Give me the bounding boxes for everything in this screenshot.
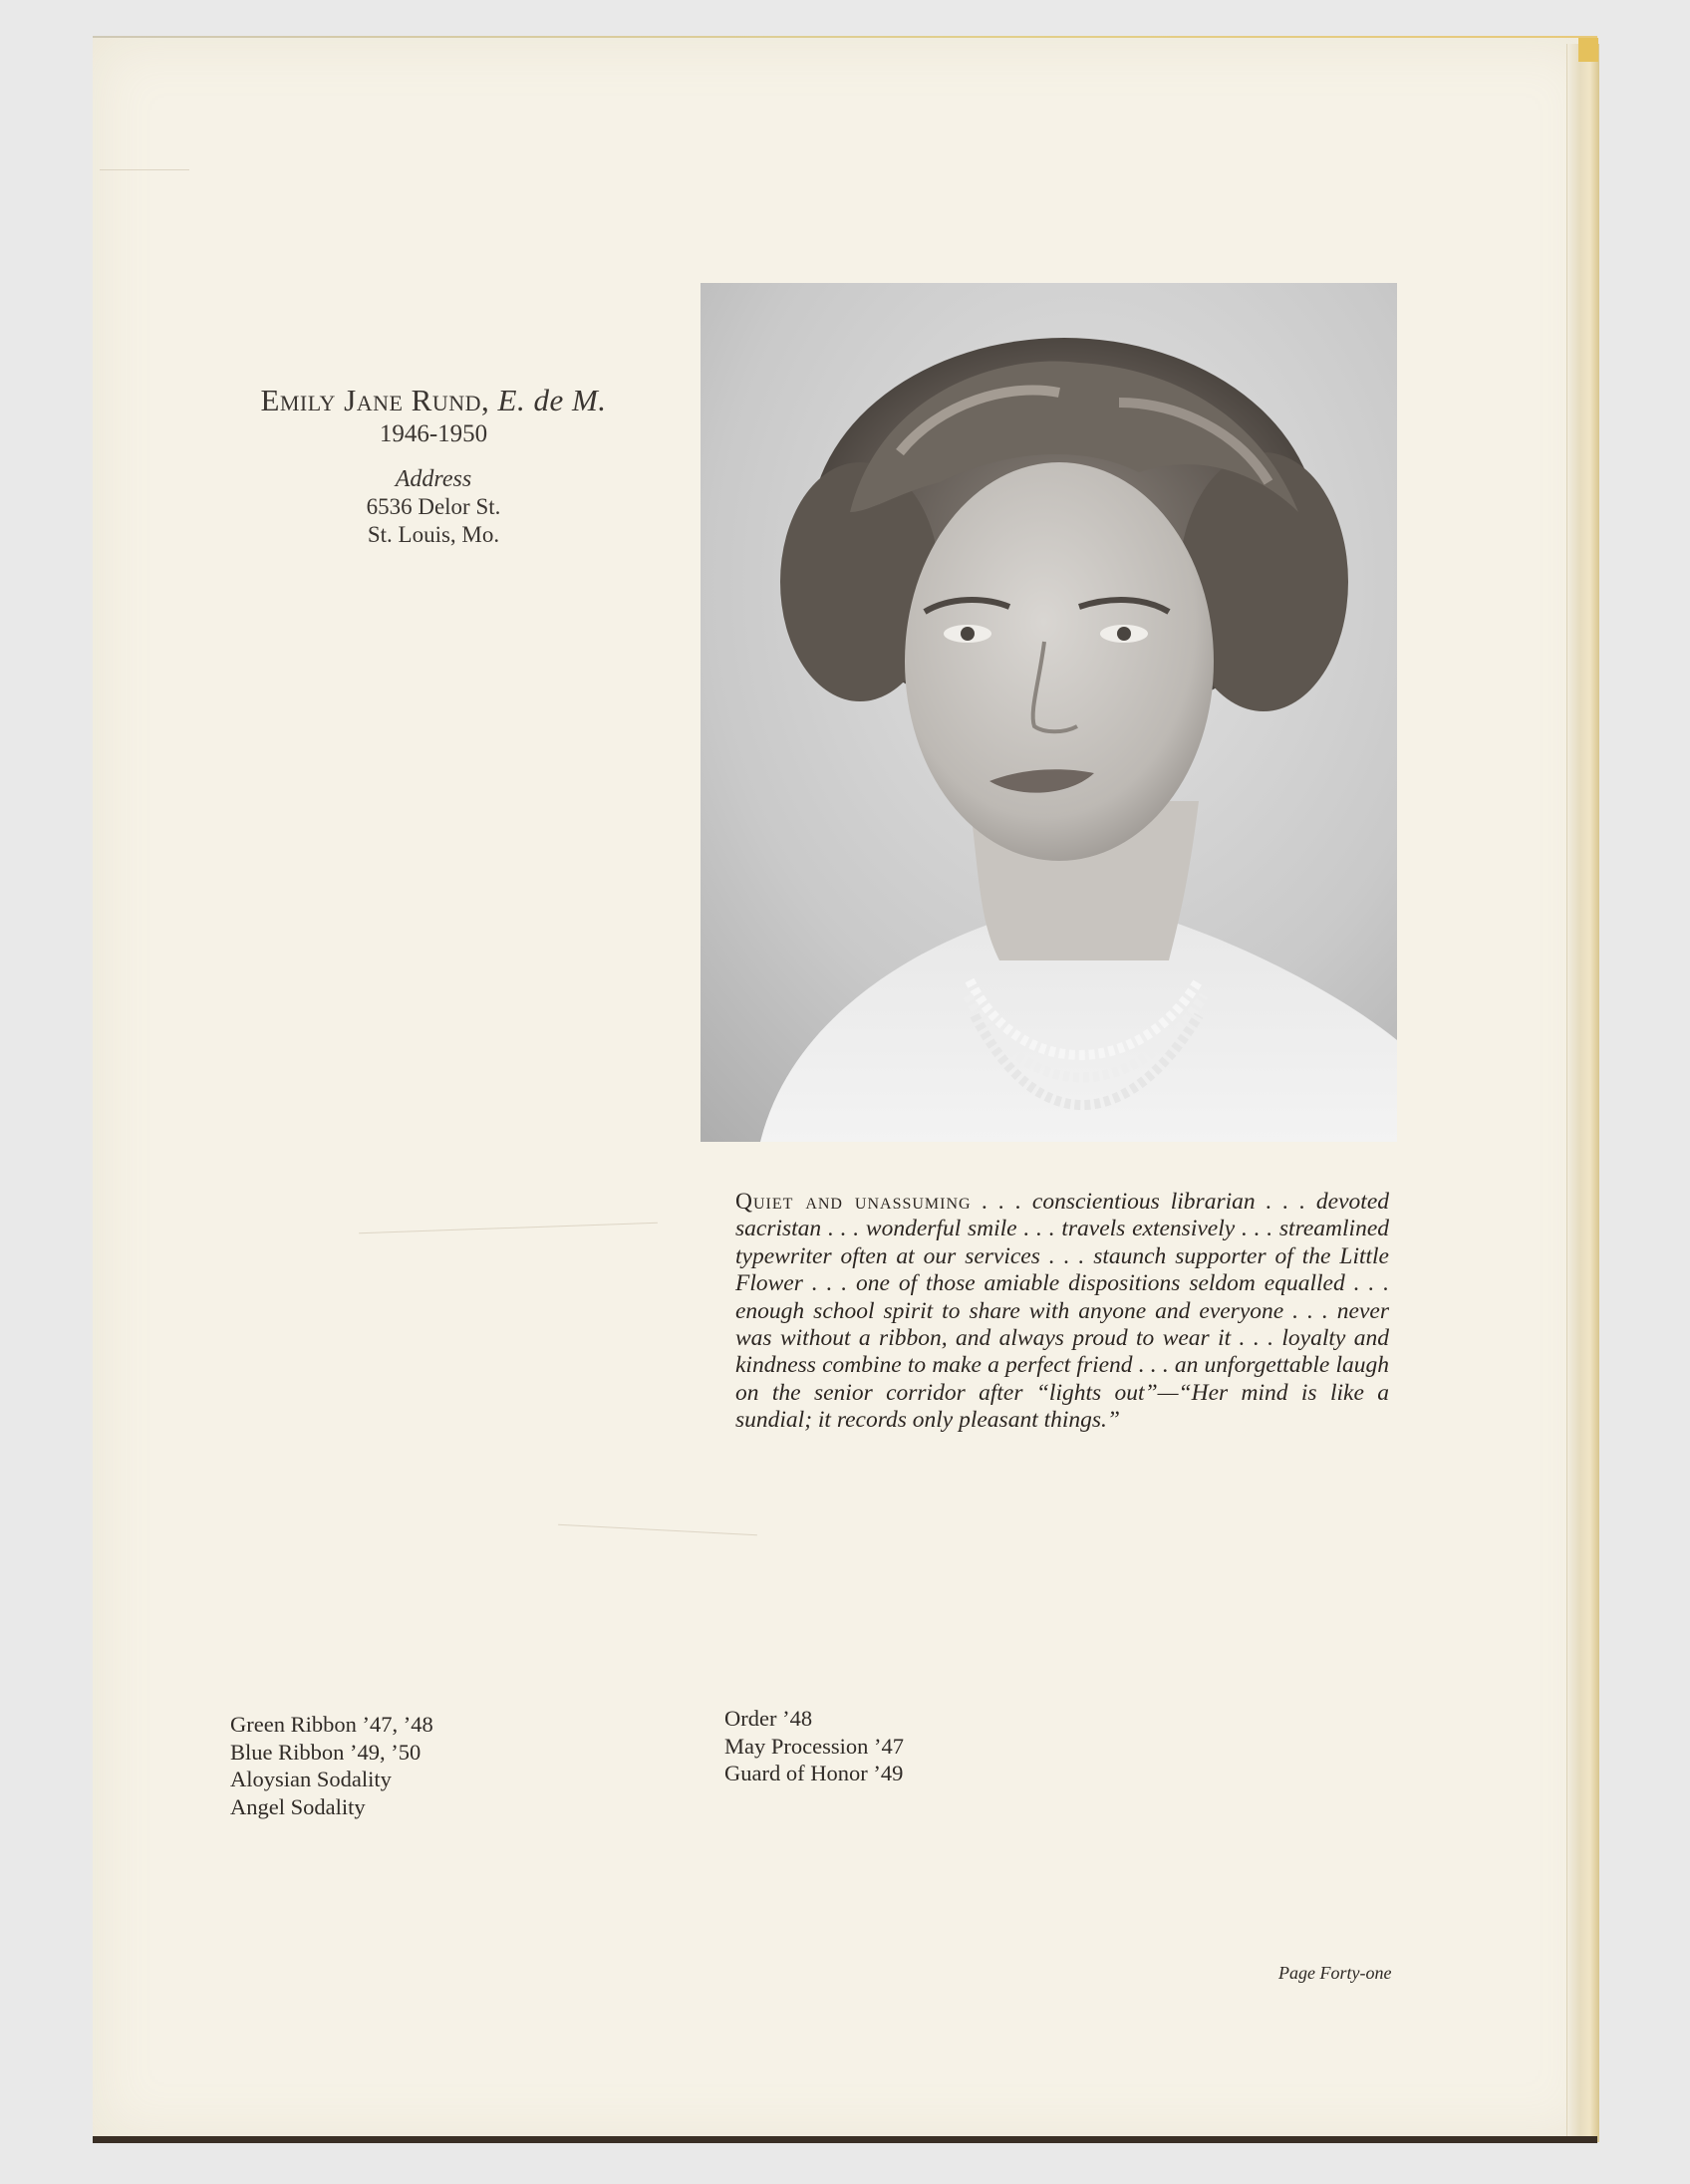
activity-item: Angel Sodality <box>230 1793 366 1819</box>
class-years: 1946-1950 <box>379 420 488 447</box>
page-right-edge <box>1566 44 1599 2142</box>
paper-crease <box>100 169 189 170</box>
activities-left <box>230 1711 433 1820</box>
activity-item: Green Ribbon ’47, ’48 <box>230 1712 433 1737</box>
student-description <box>735 1189 1389 1435</box>
activity-item: Guard of Honor ’49 <box>724 1761 904 1785</box>
student-name <box>199 383 668 418</box>
activity-item: Order ’48 <box>724 1706 813 1731</box>
profile-heading <box>199 383 668 549</box>
activities-right <box>724 1705 904 1787</box>
page-number: Page Forty-one <box>1278 1963 1392 1983</box>
address-label: Address <box>395 466 472 492</box>
address-line-2: St. Louis, Mo. <box>367 522 500 547</box>
page-corner <box>1578 38 1598 62</box>
activity-item: Blue Ribbon ’49, ’50 <box>230 1739 422 1765</box>
name-middle: Jane <box>344 383 404 417</box>
page-bottom-edge <box>93 2136 1597 2143</box>
description-body: . . . conscientious librarian . . . devoted sacristan . . . wonderful smile . . . travels extensively . . . streamlined typewriter often at our services . . . staunch supporter of the Little Flower . . . one of those amiable dispositions seldom equalled . . . enough school spirit to share with anyone and everyone . . . never was without a ribbon, and always proud to wear it . . . loyalty and kindness combine to make a perfect friend . . . an unforgettable laugh on the senior corridor after “lights out”—“Her mind is like a sundial; it records only pleasant things.” <box>735 1189 1389 1434</box>
name-last: Rund, <box>411 383 490 417</box>
portrait-image <box>701 283 1397 1142</box>
address-line-1: 6536 Delor St. <box>366 494 501 519</box>
portrait-photo <box>701 283 1397 1142</box>
activity-item: Aloysian Sodality <box>230 1767 392 1791</box>
name-suffix: E. de M. <box>497 383 607 417</box>
activity-item: May Procession ’47 <box>724 1733 904 1759</box>
name-first: Emily <box>260 383 336 417</box>
description-lead: Quiet and unassuming <box>735 1189 972 1215</box>
